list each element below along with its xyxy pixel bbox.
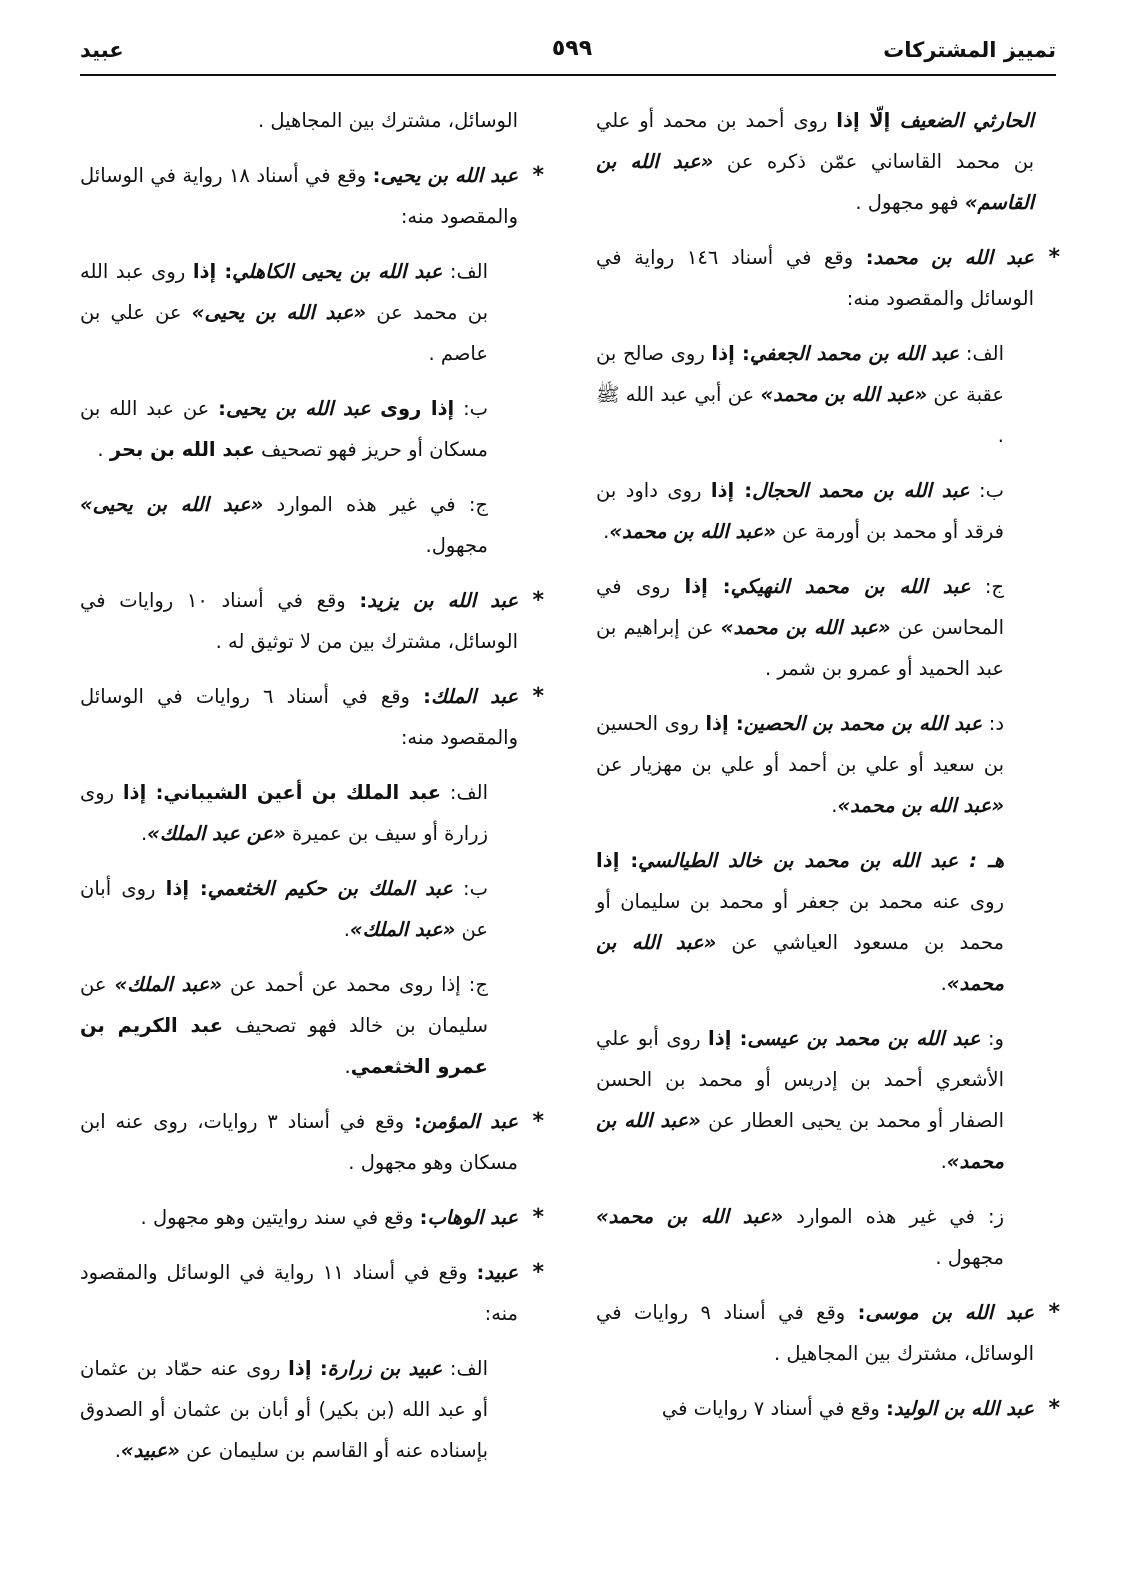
name-run: : — [476, 1261, 485, 1284]
name-run: : إذا — [122, 781, 164, 804]
name-run: : — [886, 1397, 894, 1420]
name-run: «عبيد» — [120, 1439, 180, 1462]
name-run: : — [865, 246, 874, 269]
continued-paragraph — [596, 100, 1034, 223]
name-run: عبد الله بن محمد بن الحصين — [743, 712, 983, 735]
name-run: عبد الله بن محمد الحجال — [752, 479, 970, 502]
text-run: و: — [980, 1027, 1004, 1050]
header-rule — [80, 74, 1056, 76]
text-run: . — [603, 520, 610, 543]
text-run: روى داود بن فرقد أو محمد بن أورمة عن — [596, 479, 1004, 543]
name-run: عبد الوهاب — [427, 1206, 518, 1229]
text-run: ج: — [970, 575, 1004, 598]
name-run: : إذا — [596, 849, 639, 872]
name-run: «عبد الله بن محمد» — [596, 1205, 784, 1228]
name-run: : إذا — [684, 575, 731, 598]
name-run: الحارثي الضعيف — [899, 109, 1034, 132]
name-run: «عبد الله بن محمد» — [720, 616, 891, 639]
entry-paragraph — [80, 580, 544, 662]
name-run: عبد الله بن محمد الجعفي — [749, 342, 960, 365]
entry-marker: * — [532, 1260, 544, 1285]
text-run: ب: — [969, 479, 1004, 502]
entry-paragraph — [596, 1388, 1060, 1429]
name-run: عبد الملك بن أعين الشيباني — [163, 781, 442, 804]
name-run: عبد الله بن موسى — [865, 1301, 1034, 1324]
text-run: الف: — [442, 260, 488, 283]
entry-marker: * — [532, 588, 544, 613]
name-run: : — [423, 685, 431, 708]
sub-entry-paragraph — [80, 1348, 518, 1471]
sub-entry-paragraph — [596, 1196, 1034, 1278]
name-run: : إذا — [711, 342, 750, 365]
name-run: هـ : عبد الله بن محمد بن خالد الطيالسي — [638, 849, 1004, 872]
name-run: : — [857, 1301, 866, 1324]
text-run: عن علي بن عاصم . — [80, 301, 488, 365]
entry-paragraph — [80, 155, 544, 237]
name-run: «عبد الله بن محمد» — [596, 1109, 1004, 1173]
sub-entry-paragraph — [80, 772, 518, 854]
name-run: : — [372, 164, 381, 187]
name-run: : إذا — [710, 479, 753, 502]
entry-paragraph — [80, 1252, 544, 1334]
name-run: عبد الله بن يحيى — [380, 164, 518, 187]
running-title-right: تمييز المشتركات — [883, 38, 1056, 62]
name-run: إذا روى — [370, 397, 455, 420]
entry-paragraph — [596, 237, 1060, 319]
name-run: عبد الله بن بحر — [109, 438, 255, 461]
text-run: فهو مجهول . — [855, 191, 965, 214]
left-column — [80, 100, 544, 1485]
text-run: ج: في غير هذه الموارد — [263, 493, 488, 516]
entry-paragraph — [596, 1292, 1060, 1374]
text-run: روى أبان عن — [80, 877, 488, 941]
name-run: عبد المؤمن — [421, 1110, 518, 1133]
text-run: روى أحمد بن محمد أو علي بن محمد القاساني عمّن ذكره عن — [596, 109, 1035, 173]
text-run: . — [97, 438, 110, 461]
name-run: : إذا — [192, 260, 233, 283]
text-run: عن سليمان بن خالد فهو تصحيف — [80, 973, 488, 1037]
continued-paragraph — [80, 100, 518, 141]
name-run: «عبد الله بن القاسم» — [596, 150, 1034, 214]
name-run: «عن عبد الملك» — [147, 822, 286, 845]
name-run: «عبد الله بن محمد» — [609, 520, 776, 543]
text-run: مجهول . — [935, 1246, 1004, 1269]
sub-entry-paragraph — [596, 566, 1034, 689]
name-run: «عبد الله بن محمد» — [837, 794, 1004, 817]
name-run: : إذا — [288, 1357, 328, 1380]
name-run: «عبد الملك» — [114, 973, 222, 996]
entry-marker: * — [1048, 1300, 1060, 1325]
text-run: مجهول. — [425, 534, 488, 557]
text-run: . — [114, 1439, 121, 1462]
text-run: د: — [982, 712, 1004, 735]
text-run: وقع في أسناد ٣ روايات، روى عنه ابن مسكان وهو مجهول . — [80, 1110, 518, 1174]
name-run: : — [218, 397, 226, 420]
name-run: : — [419, 1206, 428, 1229]
text-run: عن عبد الله بن مسكان أو حريز فهو تصحيف — [80, 397, 488, 461]
name-run: عبيد — [484, 1261, 518, 1284]
entry-marker: * — [532, 1205, 544, 1230]
entry-paragraph — [80, 1101, 544, 1183]
text-run: عن إبراهيم بن عبد الحميد أو عمرو بن شمر . — [596, 616, 1004, 680]
entry-paragraph — [80, 1197, 544, 1238]
entry-marker: * — [1048, 1396, 1060, 1421]
name-run: «عبد الله بن يحيى» — [191, 301, 367, 324]
sub-entry-paragraph — [596, 840, 1034, 1004]
text-run: روى عنه محمد بن جعفر أو محمد بن سليمان أو محمد بن مسعود العياشي عن — [596, 890, 1005, 954]
text-run: الف: — [441, 781, 489, 804]
text-run: روى عنه حمّاد بن عثمان أو عبد الله (بن بكير) أو أبان بن عثمان أو الصدوق بإسناده عنه أو القاسم بن سليمان عن — [80, 1357, 488, 1462]
sub-entry-paragraph — [80, 868, 518, 950]
sub-entry-paragraph — [80, 484, 518, 566]
text-run: وقع في أسناد ١٨ رواية في الوسائل والمقصود منه: — [80, 164, 518, 228]
text-run: روى صالح بن عقبة عن — [596, 342, 1004, 406]
entry-paragraph — [80, 676, 544, 758]
name-run: عبيد بن زرارة — [327, 1357, 443, 1380]
name-run: «عبد الله بن محمد» — [760, 383, 928, 406]
text-run: وقع في أسناد ٩ روايات في الوسائل، مشترك بين المجاهيل . — [596, 1301, 1034, 1365]
text-run: ب: — [454, 397, 488, 420]
text-run: . — [344, 1055, 351, 1078]
name-run: إلّا إذا — [836, 109, 900, 132]
text-run: . — [940, 1150, 947, 1173]
text-run: الوسائل، مشترك بين المجاهيل . — [257, 109, 518, 132]
right-column — [596, 100, 1060, 1443]
entry-marker: * — [1048, 245, 1060, 270]
sub-entry-paragraph — [80, 964, 518, 1087]
sub-entry-paragraph — [596, 470, 1034, 552]
sub-entry-paragraph — [596, 703, 1034, 826]
name-run: عبد الله بن يحيى الكاهلي — [232, 260, 443, 283]
name-run: : إذا — [705, 712, 744, 735]
sub-entry-paragraph — [596, 1018, 1034, 1182]
name-run: : — [359, 589, 368, 612]
text-run: روى في المحاسن عن — [596, 575, 1004, 639]
name-run: : إذا — [708, 1027, 748, 1050]
text-run: روى الحسين بن سعيد أو علي بن أحمد أو علي بن مهزيار عن — [596, 712, 1004, 776]
text-run: ج: إذا روى محمد عن أحمد عن — [221, 973, 488, 996]
name-run: «عبد الملك» — [349, 918, 456, 941]
name-run: عبد الله بن محمد النهيكي — [730, 575, 971, 598]
text-run: . — [140, 822, 148, 845]
name-run: «عبد الله بن محمد» — [596, 931, 1004, 995]
name-run: «عبد الله بن يحيى» — [80, 493, 264, 516]
entry-marker: * — [532, 1109, 544, 1134]
text-run: . — [940, 972, 947, 995]
name-run: : — [414, 1110, 422, 1133]
name-run: عبد الله بن محمد بن عيسى — [747, 1027, 981, 1050]
text-run: روى عبد الله بن محمد عن — [80, 260, 488, 324]
name-run: عبد الله بن محمد — [873, 246, 1034, 269]
text-run: وقع في سند روايتين وهو مجهول . — [140, 1206, 420, 1229]
text-run: وقع في أسناد ١٠ روايات في الوسائل، مشترك بين من لا توثيق له . — [80, 589, 518, 653]
name-run: عبد الله بن الوليد — [893, 1397, 1034, 1420]
text-run: . — [343, 918, 350, 941]
name-run: عبد الكريم بن عمرو الخثعمي — [80, 1014, 488, 1078]
text-run: عن أبي عبد الله ﷺ . — [596, 383, 1004, 447]
name-run: عبد الله بن يحيى — [225, 397, 371, 420]
entry-marker: * — [532, 684, 544, 709]
text-run: ز: في غير هذه الموارد — [783, 1205, 1004, 1228]
name-run: عبد الملك — [430, 685, 518, 708]
page-number: ٥٩٩ — [551, 36, 593, 61]
text-run: ب: — [452, 877, 488, 900]
text-run: روى أبو علي الأشعري أحمد بن إدريس أو محمد بن الحسن الصفار أو محمد بن يحيى العطار عن — [596, 1027, 1005, 1132]
name-run: عبد الملك بن حكيم الخثعمي — [207, 877, 453, 900]
text-run: وقع في أسناد ١٤٦ رواية في الوسائل والمقصود منه: — [596, 246, 1034, 310]
name-run: عبد الله بن يزيد — [367, 589, 518, 612]
sub-entry-paragraph — [596, 333, 1034, 456]
sub-entry-paragraph — [80, 251, 518, 374]
sub-entry-paragraph — [80, 388, 518, 470]
text-run: وقع في أسناد ٦ روايات في الوسائل والمقصود منه: — [80, 685, 518, 749]
page-header — [0, 30, 1144, 70]
running-title-left: عبيد — [80, 38, 124, 62]
text-run: الف: — [959, 342, 1004, 365]
name-run: : إذا — [165, 877, 208, 900]
text-run: وقع في أسناد ٧ روايات في — [661, 1397, 887, 1420]
text-run: وقع في أسناد ١١ رواية في الوسائل والمقصود منه: — [80, 1261, 518, 1325]
entry-marker: * — [532, 163, 544, 188]
text-run: . — [831, 794, 838, 817]
text-run: الف: — [442, 1357, 489, 1380]
text-run: روى زرارة أو سيف بن عميرة — [80, 781, 488, 845]
